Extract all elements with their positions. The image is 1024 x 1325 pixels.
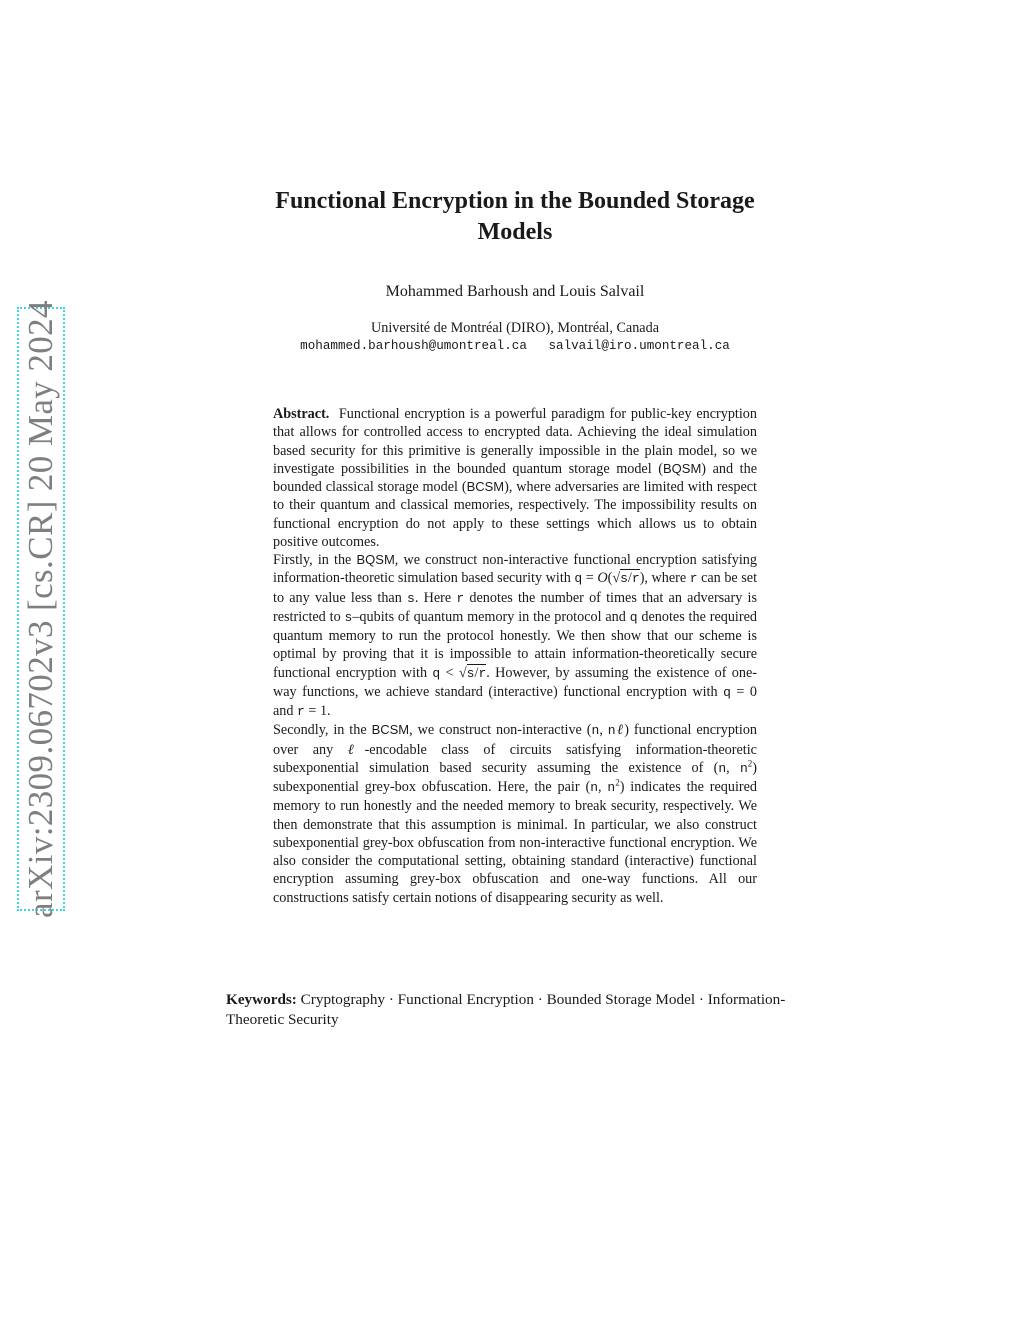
- title-line-2: Models: [477, 219, 553, 245]
- title-line-1: Functional Encryption in the Bounded Storage: [275, 188, 755, 214]
- author-emails: [200, 339, 830, 353]
- paper-title: [200, 186, 830, 248]
- keywords: [226, 990, 806, 1030]
- keywords-text: Cryptography · Functional Encryption · Bounded Storage Model · Information-Theoretic Security: [226, 991, 786, 1028]
- arxiv-identifier: arXiv:2309.06702v3 [cs.CR] 20 May 2024: [21, 300, 60, 918]
- abstract: [273, 405, 757, 907]
- keywords-label: Keywords:: [226, 991, 297, 1008]
- abstract-paragraph-2: Firstly, in the BQSM, we construct non-interactive functional encryption satisfying information-theoretic simulation based security with q = O(√s/r), where r can be set to any value less than s. Here r denotes the number of times that an adversary is restricted to s–qubits of quantum memory in the protocol and q denotes the required quantum memory to run the protocol honestly. We then show that our scheme is optimal by proving that it is impossible to attain information-theoretically secure functional encryption with q < √s/r. However, by assuming the existence of one-way functions, we achieve standard (interactive) functional encryption with q = 0 and r = 1.: [273, 552, 758, 719]
- abstract-paragraph-1: Abstract. Functional encryption is a powerful paradigm for public-key encryption that allows for controlled access to encrypted data. Achieving the ideal simulation based security for this primitive is generally impossible in the plain model, so we investigate possibilities in the bounded quantum storage model (BQSM) and the bounded classical storage model (BCSM), where adversaries are limited with respect to their quantum and classical memories, respectively. The impossibility results on functional encryption do not apply to these settings which allows us to obtain positive outcomes.: [273, 406, 757, 550]
- abstract-label: Abstract.: [273, 406, 330, 422]
- authors: Mohammed Barhoush and Louis Salvail: [385, 283, 645, 300]
- email-salvail: salvail@iro.umontreal.ca: [548, 339, 730, 353]
- arxiv-stamp: [17, 300, 65, 918]
- affiliation: Université de Montréal (DIRO), Montréal, Canada: [371, 320, 659, 336]
- abstract-paragraph-3: Secondly, in the BCSM, we construct non-interactive (n, nℓ) functional encryption over any ℓ-encodable class of circuits satisfying information-theoretic subexponential simulation based security assuming the existence of (n, $n^2$) subexponential grey-box obfuscation. Here, the pair (n, $n^2$) indicates the required memory to run honestly and the needed memory to break security, respectively. We then demonstrate that this assumption is minimal. In particular, we also construct subexponential grey-box obfuscation from non-interactive functional encryption. We also consider the computational setting, obtaining standard (interactive) functional encryption assuming grey-box obfuscation and one-way functions. All our constructions satisfy certain notions of disappearing security as well.: [273, 722, 758, 906]
- email-barhoush: mohammed.barhoush@umontreal.ca: [300, 339, 527, 353]
